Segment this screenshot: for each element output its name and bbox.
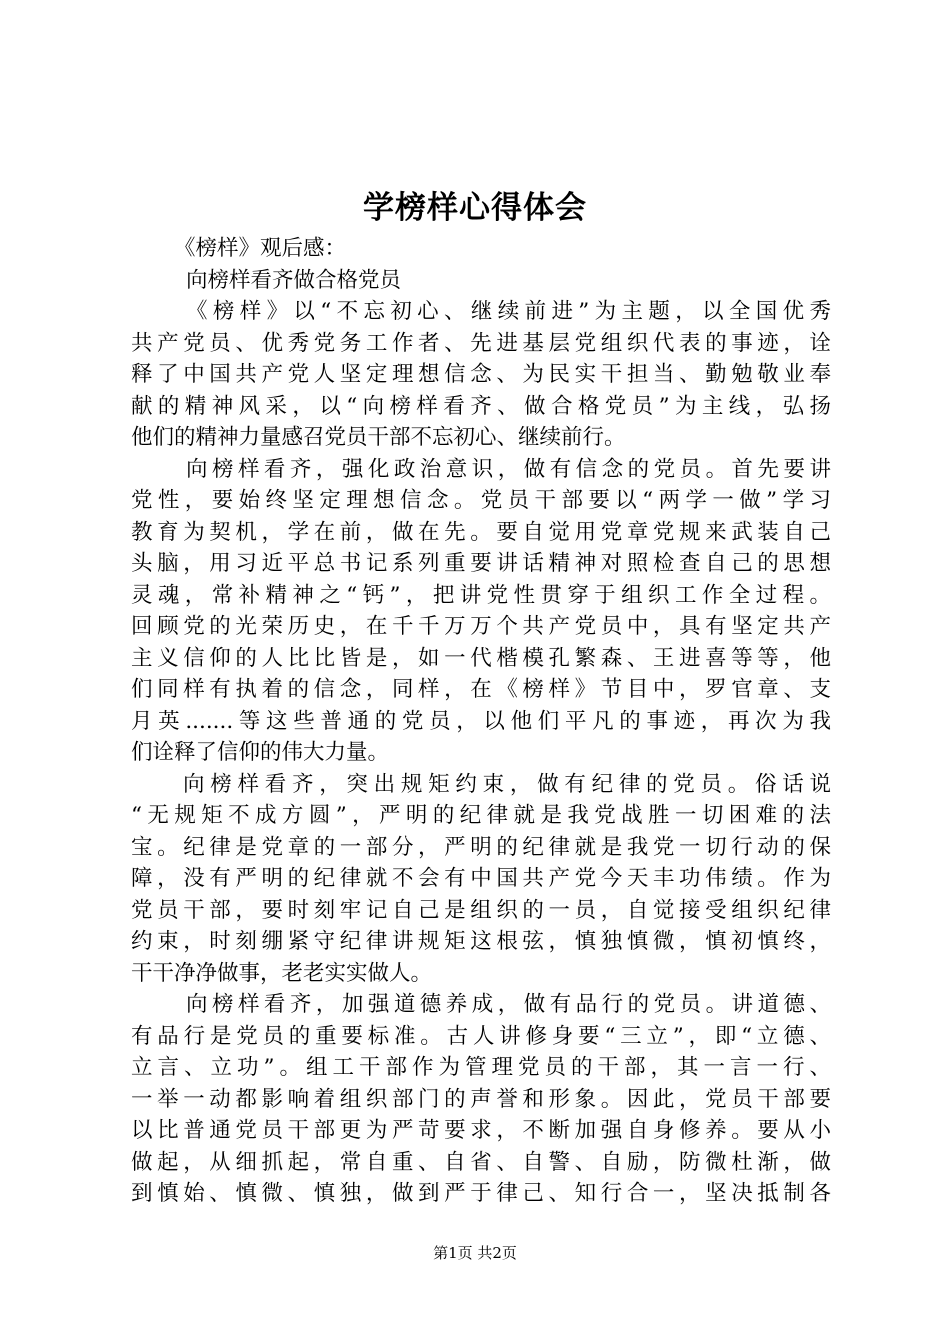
- text-line: 主义信仰的人比比皆是，如一代楷模孔繁森、王进喜等等，他: [131, 645, 831, 671]
- text-line: 向榜样看齐，强化政治意识，做有信念的党员。首先要讲: [186, 456, 831, 482]
- text-line: “无规矩不成方圆”，严明的纪律就是我党战胜一切困难的法: [131, 803, 831, 828]
- text-line: 干干净净做事，老老实实做人。: [131, 960, 433, 986]
- document-body: [131, 233, 831, 1210]
- text-line: 一举一动都影响着组织部门的声誉和形象。因此，党员干部要: [131, 1086, 831, 1112]
- text-line: 释了中国共产党人坚定理想信念、为民实干担当、勤勉敬业奉: [131, 362, 831, 387]
- text-line: 障，没有严明的纪律就不会有中国共产党今天丰功伟绩。作为: [131, 866, 831, 891]
- text-line: 头脑，用习近平总书记系列重要讲话精神对照检查自己的思想: [131, 551, 831, 576]
- text-line: 约束，时刻绷紧守纪律讲规矩这根弦，慎独慎微，慎初慎终，: [131, 929, 831, 954]
- page-footer: 第1页 共2页: [433, 1244, 517, 1262]
- text-line: 《榜样》观后感：: [174, 236, 347, 261]
- text-line: 回顾党的光荣历史，在千千万万个共产党员中，具有坚定共产: [131, 614, 831, 639]
- text-line: 立言、立功”。组工干部作为管理党员的干部，其一言一行、: [131, 1055, 831, 1080]
- text-line: 们诠释了信仰的伟大力量。: [131, 740, 390, 765]
- text-line: 他们的精神力量感召党员干部不忘初心、继续前行。: [131, 425, 626, 450]
- text-line: 党员干部，要时刻牢记自己是组织的一员，自觉接受组织纪律: [131, 897, 831, 923]
- text-line: 做起，从细抓起，常自重、自省、自警、自励，防微杜渐，做: [131, 1149, 831, 1175]
- text-line: 共产党员、优秀党务工作者、先进基层党组织代表的事迹，诠: [131, 330, 831, 356]
- text-line: 《榜样》以“不忘初心、继续前进”为主题，以全国优秀: [186, 299, 831, 324]
- text-line: 们同样有执着的信念，同样，在《榜样》节目中，罗官章、支: [131, 677, 831, 702]
- text-line: 献的精神风采，以“向榜样看齐、做合格党员”为主线，弘扬: [131, 393, 831, 419]
- text-line: 灵魂，常补精神之“钙”，把讲党性贯穿于组织工作全过程。: [131, 582, 831, 608]
- text-line: 到慎始、慎微、慎独，做到严于律己、知行合一，坚决抵制各: [131, 1181, 831, 1206]
- document-title: 学榜样心得体会: [363, 190, 587, 226]
- text-line: 向榜样看齐，加强道德养成，做有品行的党员。讲道德、: [186, 992, 831, 1017]
- text-line: 宝。纪律是党章的一部分，严明的纪律就是我党一切行动的保: [131, 834, 831, 860]
- text-line: 月英.......等这些普通的党员，以他们平凡的事迹，再次为我: [131, 708, 831, 734]
- text-line: 有品行是党员的重要标准。古人讲修身要“三立”，即“立德、: [131, 1023, 831, 1049]
- text-line: 以比普通党员干部更为严苛要求，不断加强自身修养。要从小: [131, 1118, 831, 1143]
- text-line: 向榜样看齐做合格党员: [186, 267, 402, 293]
- text-line: 党性，要始终坚定理想信念。党员干部要以“两学一做”学习: [131, 488, 831, 513]
- text-line: 向榜样看齐，突出规矩约束，做有纪律的党员。俗话说: [183, 771, 831, 797]
- text-line: 教育为契机，学在前，做在先。要自觉用党章党规来武装自己: [131, 519, 831, 545]
